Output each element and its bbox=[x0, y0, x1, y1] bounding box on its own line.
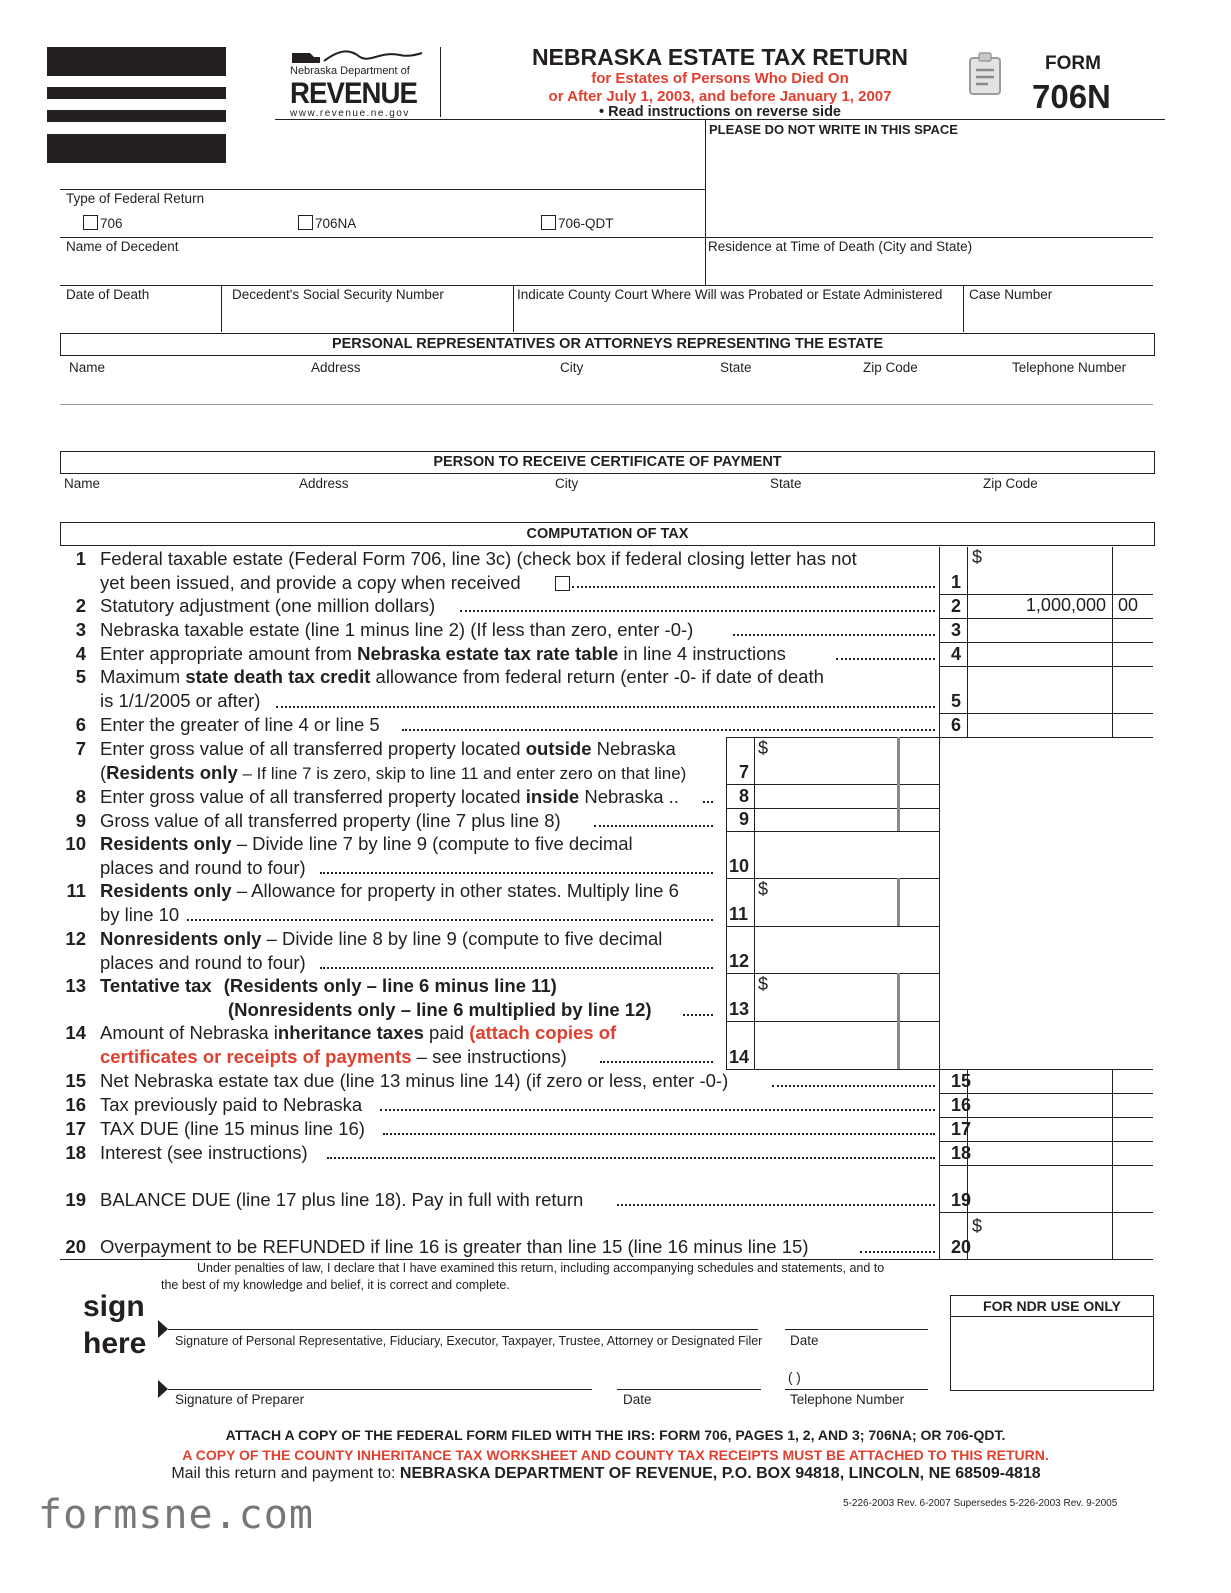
cents-col-border bbox=[897, 784, 900, 808]
line-number-box: 12 bbox=[729, 951, 750, 971]
line-14-text: Amount of Nebraska inheritance taxes paid (attach copies of bbox=[100, 1022, 617, 1043]
amount-row-border bbox=[939, 737, 1153, 738]
dot-leader bbox=[600, 1061, 713, 1063]
reps-row-2[interactable] bbox=[62, 408, 1152, 444]
county-court-label: Indicate County Court Where Will was Probated or Estate Administered bbox=[517, 287, 943, 302]
dot-leader bbox=[703, 801, 713, 803]
dot-leader bbox=[460, 610, 935, 612]
line-7-text: Enter gross value of all transferred property located outside Nebraska bbox=[100, 738, 676, 759]
form-subtitle-3: • Read instructions on reverse side bbox=[599, 104, 841, 120]
no-write-label: PLEASE DO NOT WRITE IN THIS SPACE bbox=[709, 122, 958, 137]
line-1-text-2: yet been issued, and provide a copy when received bbox=[100, 571, 521, 593]
cert-row[interactable] bbox=[62, 493, 1152, 519]
line-2-value: 1,000,000 bbox=[1025, 595, 1106, 615]
type-of-return-label: Type of Federal Return bbox=[66, 191, 205, 206]
dot-leader bbox=[772, 1085, 935, 1087]
line-number-box: 11 bbox=[729, 904, 749, 924]
line-9-text: Gross value of all transferred property (line 7 plus line 8) bbox=[100, 810, 561, 831]
case-number-label: Case Number bbox=[969, 287, 1053, 302]
line-16 bbox=[62, 1094, 942, 1116]
option-706na[interactable]: 706NA bbox=[298, 215, 356, 231]
agency-small: Nebraska Department of bbox=[290, 65, 410, 77]
dot-leader bbox=[733, 634, 935, 636]
sign-label: sign bbox=[83, 1290, 145, 1323]
cents-col-border bbox=[897, 973, 900, 1021]
reps-address-label: Address bbox=[311, 360, 361, 375]
line-17 bbox=[62, 1118, 942, 1140]
rep-signature-field[interactable] bbox=[168, 1300, 758, 1328]
cert-header: PERSON TO RECEIVE CERTIFICATE OF PAYMENT bbox=[60, 451, 1155, 474]
line-15 bbox=[62, 1070, 942, 1092]
dollar-sign: $ bbox=[972, 547, 983, 567]
dot-leader bbox=[594, 825, 713, 827]
line-1-amount-input[interactable] bbox=[969, 548, 1110, 593]
date-of-death-field[interactable] bbox=[66, 305, 216, 329]
line-number-box: 18 bbox=[951, 1143, 972, 1163]
line-number-box: 13 bbox=[729, 999, 750, 1019]
line-4-text: Enter appropriate amount from Nebraska estate tax rate table in line 4 instructions bbox=[100, 643, 786, 664]
agency-logo bbox=[290, 47, 435, 117]
amount-col-border bbox=[939, 1069, 940, 1259]
dot-leader bbox=[383, 1133, 935, 1135]
line-6 bbox=[62, 714, 942, 736]
line-19 bbox=[62, 1189, 942, 1211]
county-court-field[interactable] bbox=[518, 305, 958, 329]
checkbox-706[interactable] bbox=[83, 215, 98, 230]
line-number-box: 5 bbox=[951, 691, 962, 711]
line-18 bbox=[62, 1142, 942, 1164]
cert-zip-label: Zip Code bbox=[983, 476, 1038, 491]
rep-signature-label: Signature of Personal Representative, Fiduciary, Executor, Taxpayer, Trustee, Attorney or Designated Filer bbox=[175, 1334, 763, 1348]
line-5-amount-input[interactable] bbox=[969, 667, 1110, 712]
reps-zip-label: Zip Code bbox=[863, 360, 918, 375]
cents-col-border bbox=[897, 878, 900, 926]
cert-address-label: Address bbox=[299, 476, 349, 491]
line-number-box: 16 bbox=[951, 1095, 972, 1115]
decedent-name-field[interactable] bbox=[66, 256, 696, 282]
line-3-amount-input[interactable] bbox=[969, 619, 1110, 641]
dot-leader bbox=[860, 1251, 935, 1253]
line-11-text: Residents only – Allowance for property in other states. Multiply line 6 bbox=[100, 880, 679, 901]
line-17-text: TAX DUE (line 15 minus line 16) bbox=[100, 1118, 365, 1139]
option-706qdt[interactable]: 706-QDT bbox=[541, 215, 614, 231]
preparer-date-label: Date bbox=[623, 1392, 652, 1407]
line-number: 2 bbox=[75, 595, 86, 616]
case-number-field[interactable] bbox=[968, 305, 1148, 329]
form-number: 706N bbox=[1032, 78, 1111, 115]
line-number: 8 bbox=[75, 786, 86, 807]
line-8-amount-input[interactable] bbox=[756, 785, 895, 807]
amount-row-border bbox=[939, 1069, 1153, 1070]
line-13-text-2: (Nonresidents only – line 6 multiplied by line 12) bbox=[228, 998, 652, 1020]
line-number-box: 4 bbox=[951, 644, 962, 664]
line-number-box: 6 bbox=[951, 715, 962, 735]
preparer-date-field[interactable] bbox=[617, 1360, 761, 1388]
line-12-text: Nonresidents only – Divide line 8 by line 9 (compute to five decimal bbox=[100, 928, 663, 949]
line-number-box: 20 bbox=[951, 1237, 972, 1257]
mid-col-border bbox=[939, 737, 940, 1069]
arrow-right-icon bbox=[158, 1380, 168, 1398]
line-6-text: Enter the greater of line 4 or line 5 bbox=[100, 714, 380, 735]
line-number: 9 bbox=[75, 810, 86, 831]
line-number-box: 14 bbox=[729, 1047, 750, 1067]
reps-state-label: State bbox=[720, 360, 752, 375]
line-number: 10 bbox=[65, 833, 86, 854]
reps-name-label: Name bbox=[69, 360, 106, 375]
cents-col-border bbox=[897, 1021, 900, 1069]
dollar-sign: $ bbox=[758, 974, 769, 994]
dot-leader bbox=[187, 919, 713, 921]
ndr-use-box bbox=[950, 1295, 1154, 1391]
computation-header: COMPUTATION OF TAX bbox=[60, 522, 1155, 546]
reps-row-1[interactable] bbox=[62, 378, 1152, 402]
declaration-line-2: the best of my knowledge and belief, it is correct and complete. bbox=[161, 1278, 510, 1292]
line-20-amount-input[interactable] bbox=[969, 1213, 1110, 1258]
preparer-phone-field[interactable] bbox=[800, 1362, 928, 1388]
arrow-right-icon bbox=[158, 1320, 168, 1338]
mid-col-border bbox=[754, 737, 755, 1069]
ssn-label: Decedent's Social Security Number bbox=[232, 287, 444, 302]
line-19-text: BALANCE DUE (line 17 plus line 18). Pay in full with return bbox=[100, 1189, 584, 1210]
line-16-text: Tax previously paid to Nebraska bbox=[100, 1094, 363, 1115]
line-14-amount-input[interactable] bbox=[756, 1022, 895, 1068]
cert-state-label: State bbox=[770, 476, 802, 491]
mail-notice: Mail this return and payment to: NEBRASKA DEPARTMENT OF REVENUE, P.O. BOX 94818, LINCOLN, NE 68509-4818 bbox=[171, 1465, 1041, 1482]
line-number: 16 bbox=[65, 1094, 86, 1115]
dot-leader bbox=[402, 729, 935, 731]
line-4-amount-input[interactable] bbox=[969, 643, 1110, 665]
date-of-death-label: Date of Death bbox=[66, 287, 150, 302]
barcode-block bbox=[47, 47, 226, 163]
phone-paren: ( ) bbox=[788, 1370, 801, 1385]
county-notice: A COPY OF THE COUNTY INHERITANCE TAX WORKSHEET AND COUNTY TAX RECEIPTS MUST BE ATTACHED TO THIS RETURN. bbox=[182, 1447, 1049, 1463]
line-15-text: Net Nebraska estate tax due (line 13 minus line 14) (if zero or less, enter -0-) bbox=[100, 1070, 729, 1091]
here-label: here bbox=[83, 1327, 147, 1360]
dot-leader bbox=[276, 706, 935, 708]
cents-col-border bbox=[1112, 1069, 1113, 1259]
clipboard-icon bbox=[966, 50, 1006, 98]
line-17-amount-input[interactable] bbox=[969, 1118, 1110, 1140]
line-number-box: 7 bbox=[739, 762, 750, 782]
line-4 bbox=[62, 643, 942, 665]
residence-field[interactable] bbox=[710, 256, 1150, 282]
line-12-text-2: places and round to four) bbox=[100, 951, 306, 973]
line-number: 6 bbox=[75, 714, 86, 735]
mid-col-border bbox=[726, 737, 727, 1069]
checkbox-706qdt[interactable] bbox=[541, 215, 556, 230]
line-number: 4 bbox=[75, 643, 86, 664]
line-9-amount-input[interactable] bbox=[756, 809, 895, 830]
reps-city-label: City bbox=[560, 360, 584, 375]
line-1-text: Federal taxable estate (Federal Form 706, line 3c) (check box if federal closing letter has not bbox=[100, 548, 857, 569]
dollar-sign: $ bbox=[758, 879, 769, 899]
line-2-cents: 00 bbox=[1118, 595, 1139, 615]
dot-leader bbox=[836, 658, 935, 660]
form-subtitle-2: or After July 1, 2003, and before January 1, 2007 bbox=[548, 88, 892, 105]
phone-label: Telephone Number bbox=[790, 1392, 905, 1407]
line-number: 12 bbox=[65, 928, 86, 949]
line-20-text: Overpayment to be REFUNDED if line 16 is greater than line 15 (line 16 minus line 15) bbox=[100, 1236, 809, 1257]
line-15-amount-input[interactable] bbox=[969, 1070, 1110, 1092]
cert-city-label: City bbox=[555, 476, 579, 491]
line-number: 3 bbox=[75, 619, 86, 640]
option-706[interactable]: 706 bbox=[83, 215, 123, 231]
line-7-amount-input[interactable] bbox=[756, 738, 895, 783]
dollar-sign: $ bbox=[758, 738, 769, 758]
residence-label: Residence at Time of Death (City and State) bbox=[708, 239, 973, 254]
line-14-text-2: certificates or receipts of payments – see instructions) bbox=[100, 1045, 567, 1067]
rep-date-label: Date bbox=[790, 1333, 819, 1348]
line-7-text-2: (Residents only – If line 7 is zero, skip to line 11 and enter zero on that line) bbox=[100, 761, 687, 783]
preparer-signature-field[interactable] bbox=[168, 1360, 592, 1388]
line-5-text: Maximum state death tax credit allowance from federal return (enter -0- if date of death bbox=[100, 666, 824, 687]
cert-name-label: Name bbox=[64, 476, 101, 491]
line-number: 17 bbox=[65, 1118, 86, 1139]
line-number-box: 2 bbox=[951, 596, 962, 616]
attach-notice: ATTACH A COPY OF THE FEDERAL FORM FILED WITH THE IRS: FORM 706, PAGES 1, 2, AND 3; 706NA; OR 706-QDT. bbox=[225, 1427, 1006, 1443]
line-number: 18 bbox=[65, 1142, 86, 1163]
line-number: 5 bbox=[75, 666, 86, 687]
dot-leader bbox=[327, 1157, 935, 1159]
line-19-amount-input[interactable] bbox=[969, 1166, 1110, 1211]
line-number: 14 bbox=[65, 1022, 86, 1043]
line-10-text: Residents only – Divide line 7 by line 9 (compute to five decimal bbox=[100, 833, 633, 854]
line-18-amount-input[interactable] bbox=[969, 1142, 1110, 1164]
line-2 bbox=[62, 595, 942, 617]
line-6-amount-input[interactable] bbox=[969, 714, 1110, 736]
line-number: 11 bbox=[66, 880, 86, 901]
watermark: formsne.com bbox=[38, 1492, 314, 1538]
line-number-box: 10 bbox=[729, 856, 750, 876]
preparer-signature-label: Signature of Preparer bbox=[175, 1392, 305, 1407]
dot-leader bbox=[320, 967, 713, 969]
line-10-amount-input[interactable] bbox=[756, 832, 895, 877]
line-number-box: 8 bbox=[739, 786, 750, 806]
line-20 bbox=[62, 1236, 942, 1258]
checkbox-706na[interactable] bbox=[298, 215, 313, 230]
declaration-line-1: Under penalties of law, I declare that I have examined this return, including accompanying schedules and statements, and to bbox=[197, 1261, 885, 1275]
ssn-field[interactable] bbox=[228, 305, 508, 329]
reps-header: PERSONAL REPRESENTATIVES OR ATTORNEYS REPRESENTING THE ESTATE bbox=[60, 333, 1155, 356]
line-12-amount-input[interactable] bbox=[756, 927, 895, 972]
dollar-sign: $ bbox=[972, 1216, 983, 1236]
form-label: FORM bbox=[1045, 53, 1101, 74]
line-5-text-2: is 1/1/2005 or after) bbox=[100, 689, 261, 711]
line-18-text: Interest (see instructions) bbox=[100, 1142, 308, 1163]
line-number: 7 bbox=[75, 738, 86, 759]
line-11-text-2: by line 10 bbox=[100, 903, 180, 925]
line-number-box: 19 bbox=[951, 1190, 972, 1210]
line-3 bbox=[62, 619, 942, 641]
line-number: 13 bbox=[65, 975, 86, 996]
ndr-use-label: FOR NDR USE ONLY bbox=[951, 1296, 1153, 1317]
agency-url: www.revenue.ne.gov bbox=[290, 108, 410, 119]
line-number-box: 9 bbox=[739, 809, 750, 829]
mark-icon bbox=[290, 47, 430, 67]
line-16-amount-input[interactable] bbox=[969, 1094, 1110, 1116]
dot-leader bbox=[320, 872, 713, 874]
dot-leader bbox=[572, 586, 935, 588]
line-10-text-2: places and round to four) bbox=[100, 856, 306, 878]
reps-phone-label: Telephone Number bbox=[1012, 360, 1127, 375]
line-3-text: Nebraska taxable estate (line 1 minus line 2) (If less than zero, enter -0-) bbox=[100, 619, 694, 640]
line-11-amount-input[interactable] bbox=[756, 879, 895, 925]
line-number-box: 3 bbox=[951, 620, 962, 640]
closing-letter-checkbox[interactable] bbox=[555, 576, 570, 591]
cents-col-border bbox=[897, 808, 900, 831]
dot-leader bbox=[380, 1109, 935, 1111]
dot-leader bbox=[617, 1204, 935, 1206]
line-number: 1 bbox=[75, 548, 86, 569]
line-number: 20 bbox=[65, 1236, 86, 1257]
line-number: 15 bbox=[65, 1070, 86, 1091]
dot-leader bbox=[683, 1014, 713, 1016]
line-13-amount-input[interactable] bbox=[756, 974, 895, 1020]
agency-big: REVENUE bbox=[290, 77, 418, 110]
line-2-text: Statutory adjustment (one million dollars) bbox=[100, 595, 436, 616]
form-subtitle-1: for Estates of Persons Who Died On bbox=[591, 70, 849, 87]
line-8-text: Enter gross value of all transferred property located inside Nebraska .. bbox=[100, 786, 679, 807]
form-title: NEBRASKA ESTATE TAX RETURN bbox=[531, 44, 909, 70]
revision-note: 5-226-2003 Rev. 6-2007 Supersedes 5-226-2003 Rev. 9-2005 bbox=[843, 1498, 1118, 1509]
line-number-box: 15 bbox=[951, 1071, 972, 1091]
decedent-name-label: Name of Decedent bbox=[66, 239, 179, 254]
cents-col-border bbox=[897, 737, 900, 784]
line-number: 19 bbox=[65, 1189, 86, 1210]
line-13-text: Tentative tax (Residents only – line 6 minus line 11) bbox=[100, 975, 557, 996]
line-number-box: 17 bbox=[951, 1119, 972, 1139]
rep-date-field[interactable] bbox=[785, 1300, 928, 1328]
line-number-box: 1 bbox=[951, 572, 962, 592]
mid-row-border bbox=[726, 1069, 939, 1070]
